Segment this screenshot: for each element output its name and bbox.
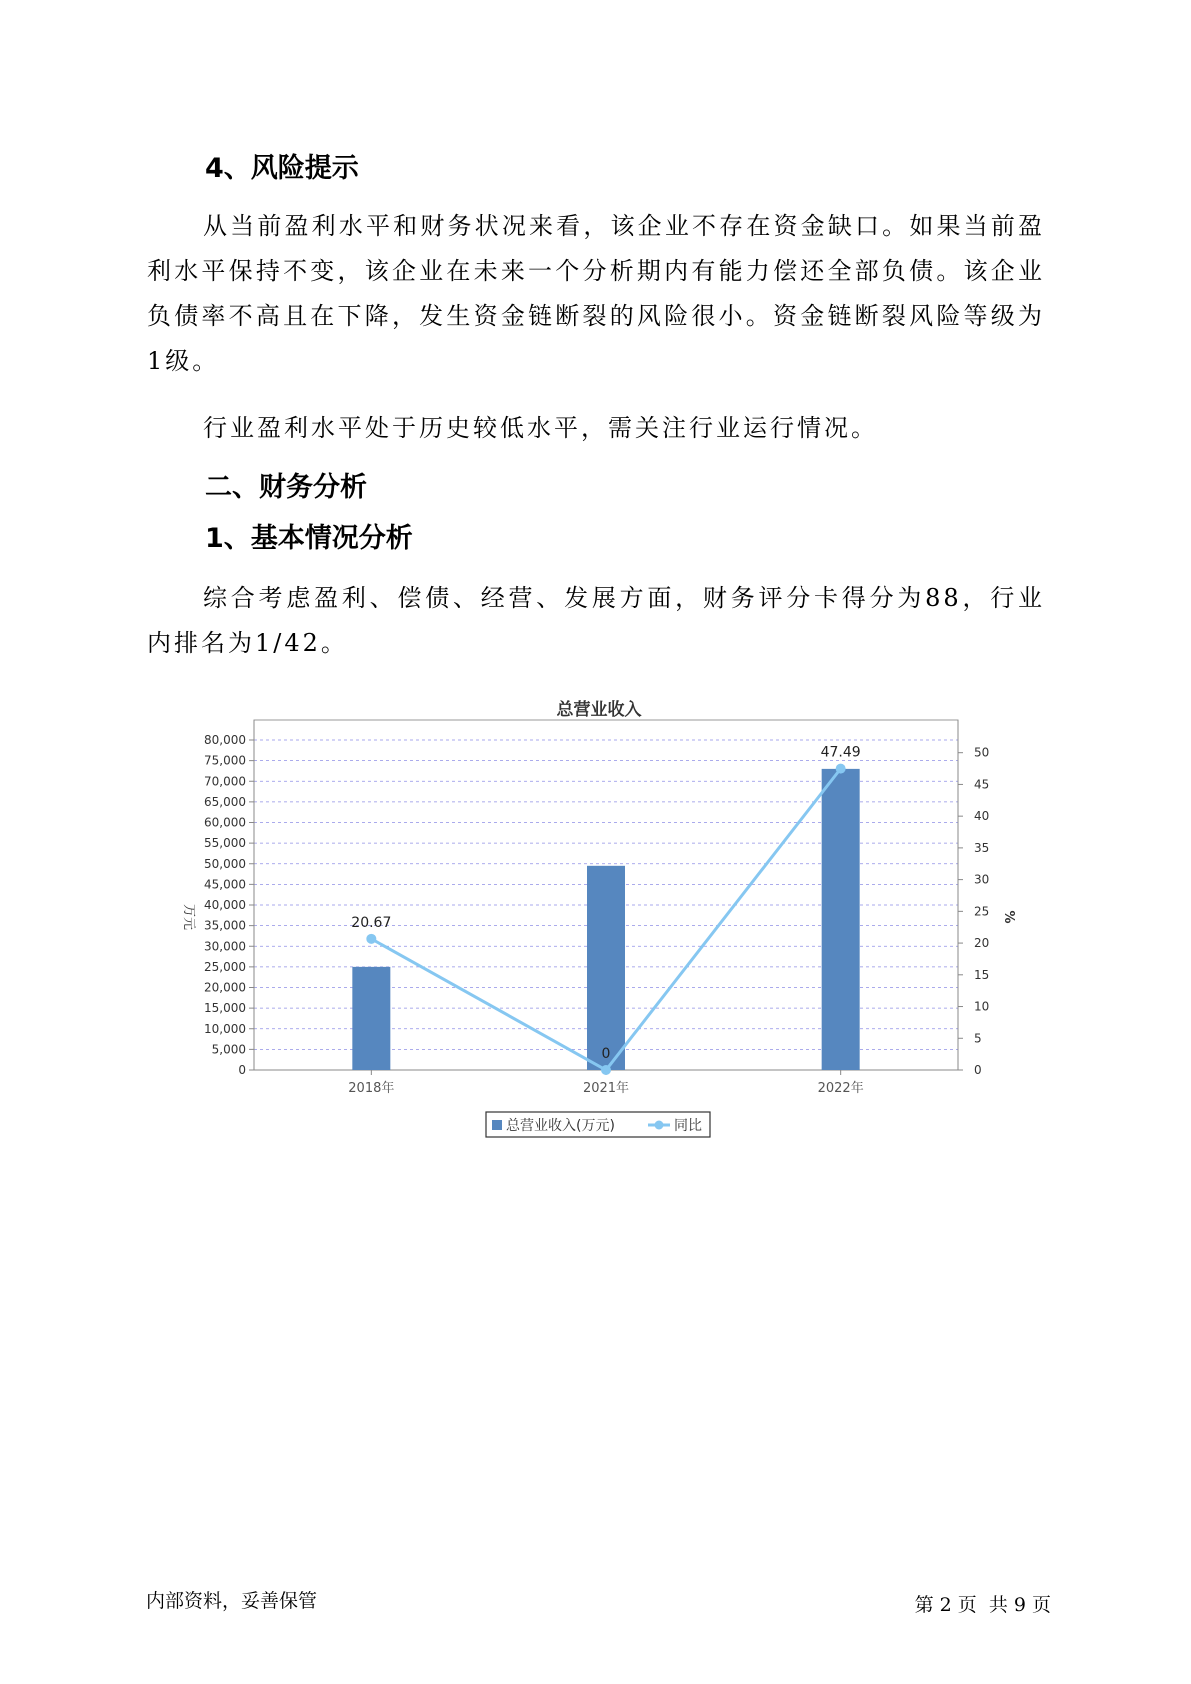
legend-swatch-yoy-point: [655, 1121, 664, 1130]
y2-tick-label: 30: [974, 872, 990, 887]
y2-tick-label: 0: [974, 1063, 982, 1077]
revenue-chart: [0, 680, 1191, 1150]
legend-label-yoy: 同比: [674, 1118, 702, 1134]
y2-tick-label: 5: [974, 1031, 982, 1046]
y2-axis-label: %: [1001, 910, 1016, 924]
yoy-data-label: 20.67: [351, 914, 392, 931]
basic-analysis-heading: 1、基本情况分析: [205, 523, 413, 554]
financial-analysis-heading: 二、财务分析: [205, 472, 367, 503]
y-tick-label: 70,000: [204, 774, 246, 789]
chart-title: 总营业收入: [556, 700, 642, 720]
x-tick-label: 2022年: [817, 1081, 864, 1096]
revenue-bar: [587, 866, 625, 1070]
risk-paragraph-1: 从当前盈利水平和财务状况来看，该企业不存在资金缺口。如果当前盈利水平保持不变，该企业在未来一个分析期内有能力偿还全部负债。该企业负债率不高且在下降，发生资金链断裂的风险很小。资金链断裂风险等级为1级。: [147, 212, 1045, 375]
y2-tick-label: 15: [974, 967, 990, 982]
y2-tick-label: 10: [974, 999, 990, 1014]
y-tick-label: 25,000: [204, 959, 246, 974]
footer-confidential: 内部资料，妥善保管: [146, 1590, 318, 1612]
footer-page-number: 第 2 页 共 9 页: [914, 1594, 1051, 1616]
y-tick-label: 20,000: [204, 980, 246, 995]
y-tick-label: 45,000: [204, 877, 246, 892]
y-tick-label: 55,000: [204, 836, 246, 851]
y-tick-label: 50,000: [204, 856, 246, 871]
yoy-data-label: 47.49: [820, 744, 861, 761]
y2-tick-label: 20: [974, 936, 990, 951]
y-tick-label: 80,000: [204, 733, 246, 747]
y-tick-label: 35,000: [204, 918, 246, 933]
yoy-point: [366, 934, 376, 944]
x-tick-label: 2018年: [348, 1081, 395, 1096]
basic-analysis-paragraph: 综合考虑盈利、偿债、经营、发展方面，财务评分卡得分为88，行业内排名为1/42。: [147, 584, 1045, 657]
yoy-point: [601, 1065, 611, 1075]
legend-label-revenue: 总营业收入(万元): [506, 1118, 615, 1134]
y-tick-label: 15,000: [204, 1001, 246, 1016]
y-axis-label: 万元: [181, 903, 196, 931]
y-tick-label: 5,000: [211, 1042, 246, 1057]
risk-heading: 4、风险提示: [205, 153, 359, 184]
legend-swatch-revenue: [492, 1120, 502, 1130]
revenue-bar: [822, 769, 860, 1070]
risk-paragraph-2: 行业盈利水平处于历史较低水平，需关注行业运行情况。: [203, 414, 878, 442]
y-tick-label: 40,000: [204, 898, 246, 912]
y-tick-label: 10,000: [204, 1021, 246, 1036]
y-tick-label: 65,000: [204, 794, 246, 809]
x-tick-label: 2021年: [582, 1081, 630, 1096]
y2-tick-label: 45: [974, 777, 990, 792]
y-tick-label: 30,000: [204, 939, 246, 954]
y-tick-label: 0: [238, 1063, 246, 1077]
y2-tick-label: 35: [974, 840, 990, 855]
yoy-data-label: 0: [601, 1046, 611, 1062]
y2-tick-label: 40: [974, 809, 990, 824]
y2-tick-label: 25: [974, 904, 990, 919]
revenue-bar: [352, 967, 390, 1070]
y-tick-label: 75,000: [204, 753, 246, 768]
y-tick-label: 60,000: [204, 815, 246, 830]
y2-tick-label: 50: [974, 745, 990, 760]
yoy-point: [836, 764, 846, 774]
